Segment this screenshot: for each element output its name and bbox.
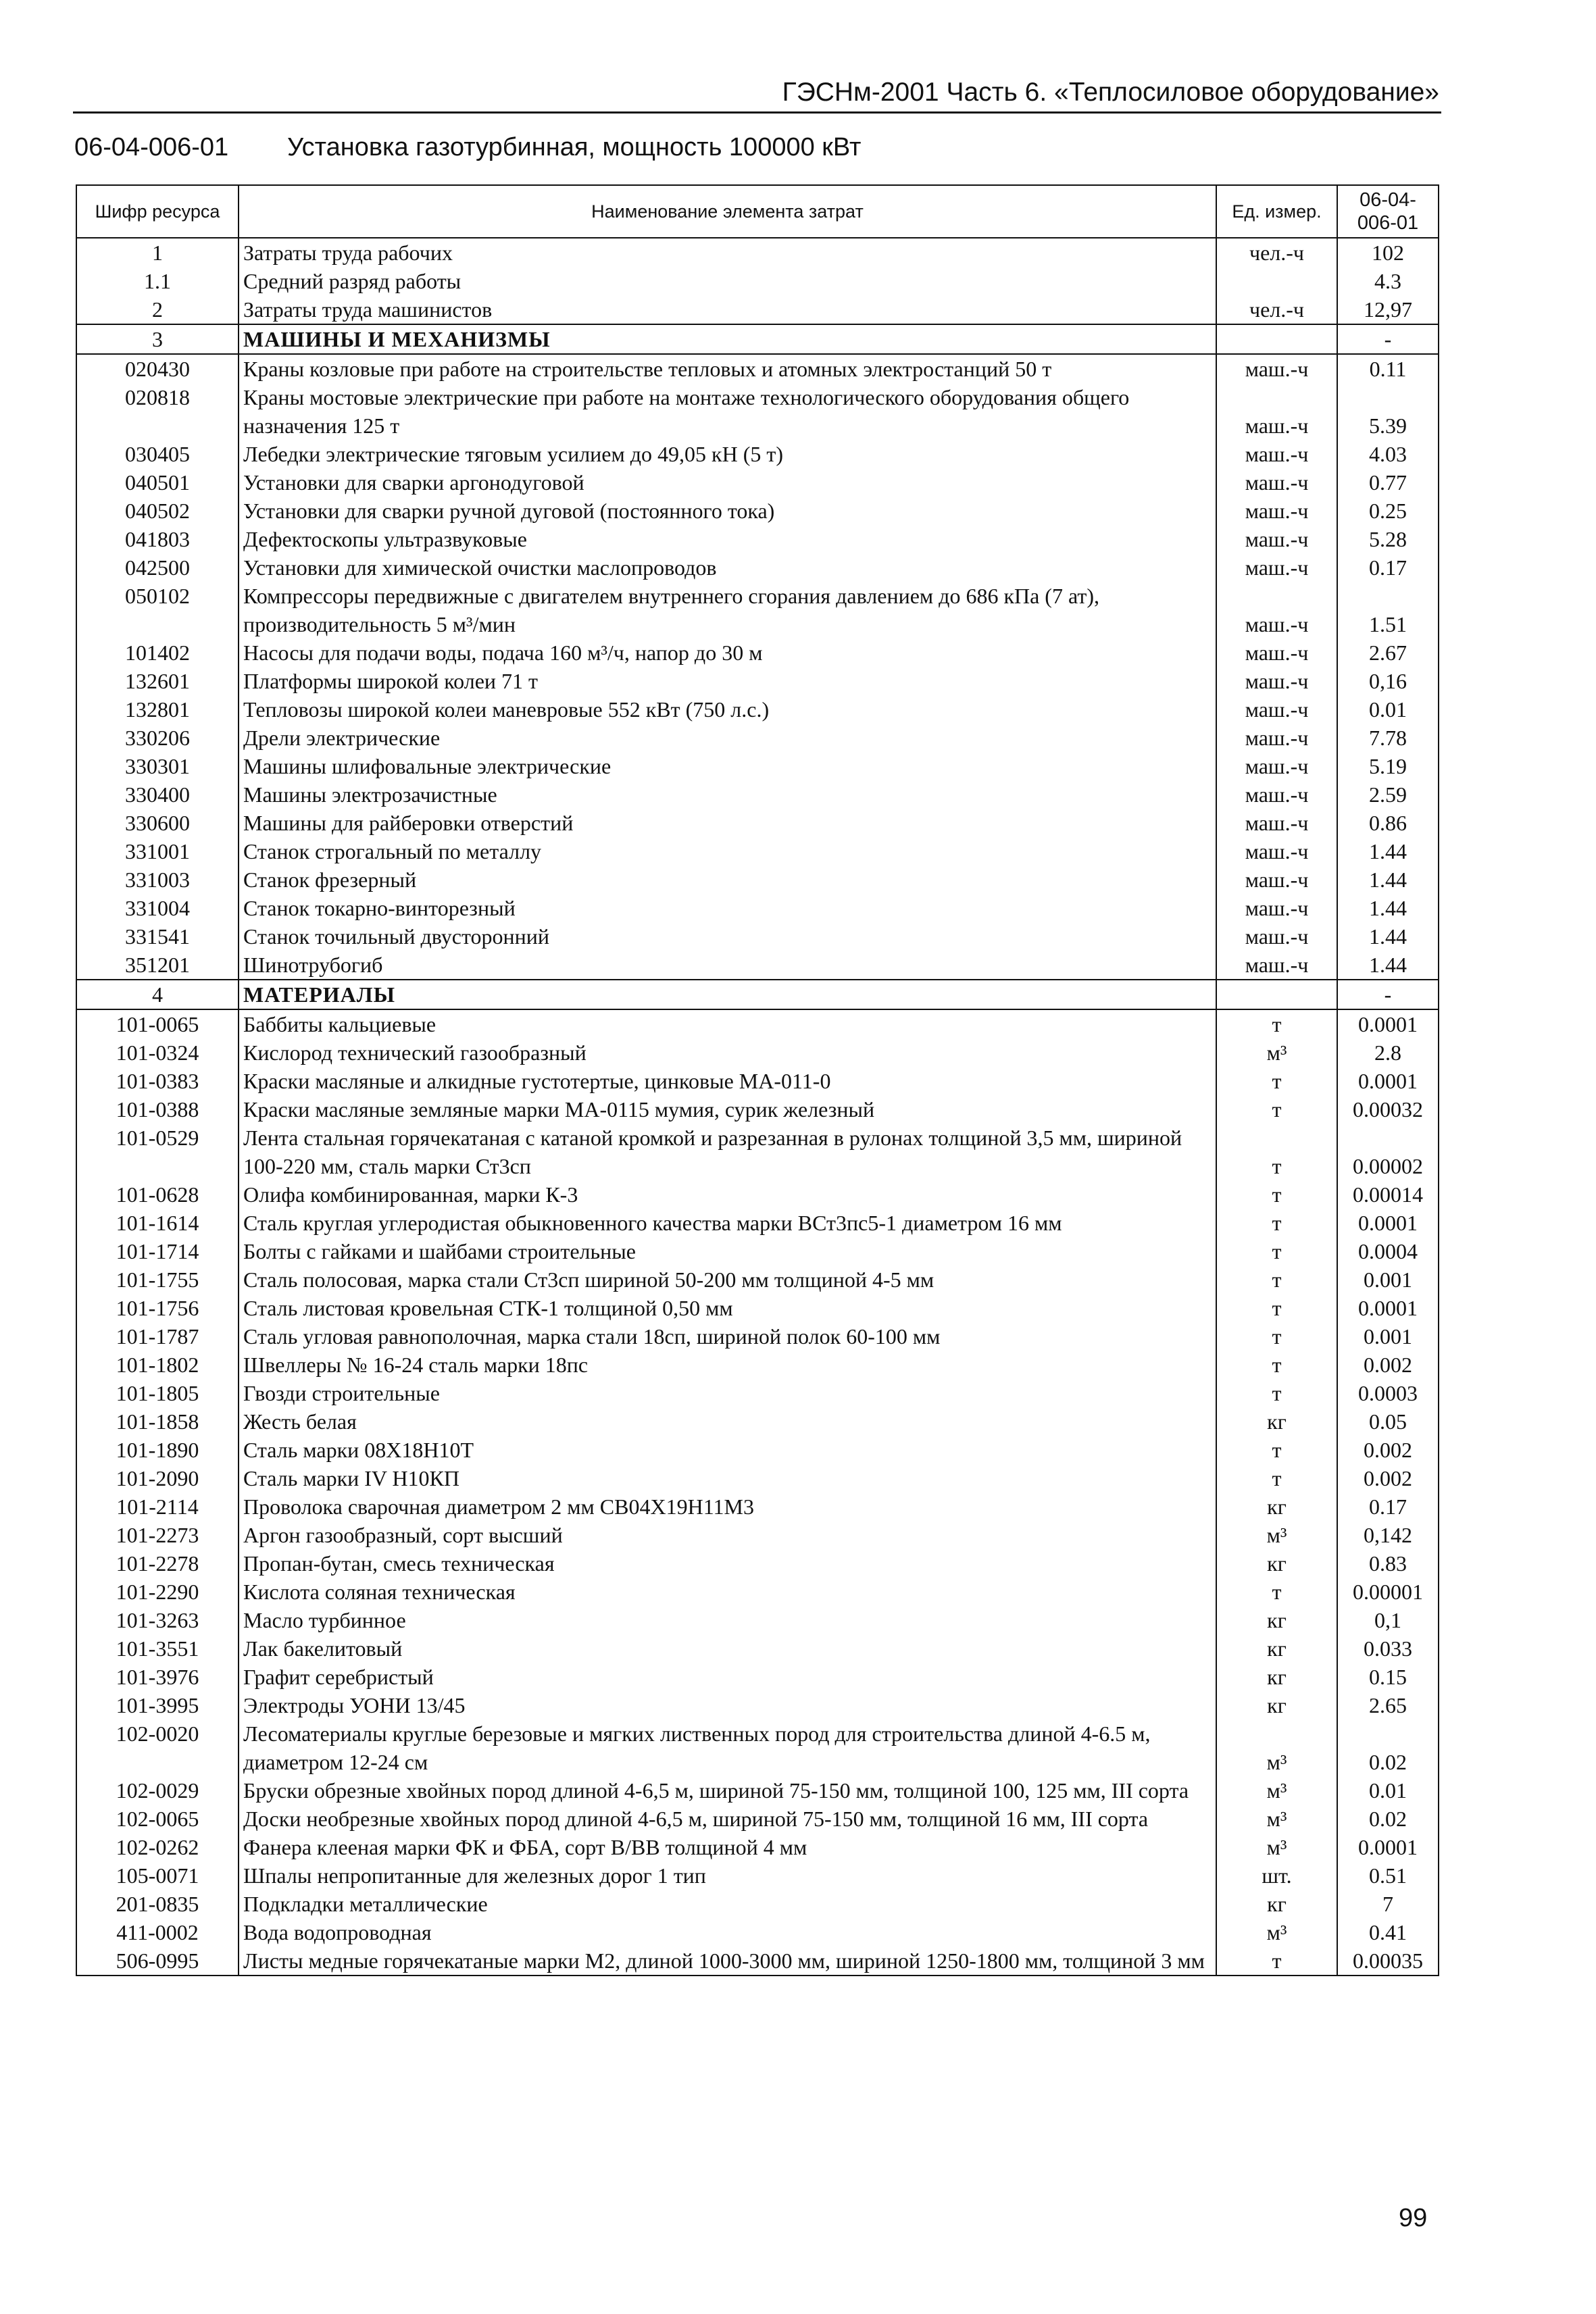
section-row [76, 980, 1439, 1009]
norm-value: 0.25 [1337, 497, 1439, 525]
resource-code: 330301 [76, 752, 239, 780]
table-row [76, 1634, 1439, 1663]
unit-of-measure: маш.-ч [1216, 922, 1337, 951]
norm-value: 0.00001 [1337, 1578, 1439, 1606]
unit-of-measure [1216, 324, 1337, 354]
element-name: Краны козловые при работе на строительстве тепловых и атомных электростанций 50 т [239, 354, 1216, 383]
table-row [76, 468, 1439, 497]
table-row [76, 865, 1439, 894]
element-name: Аргон газообразный, сорт высший [239, 1521, 1216, 1549]
resource-code: 101-3976 [76, 1663, 239, 1691]
table-body [76, 238, 1439, 1976]
norm-value: 0.00032 [1337, 1095, 1439, 1124]
norm-value: 0.00014 [1337, 1180, 1439, 1209]
running-header: ГЭСНм-2001 Часть 6. «Теплосиловое оборудование» [782, 78, 1439, 107]
table-row [76, 1095, 1439, 1124]
table-row [76, 1237, 1439, 1265]
table-row [76, 1805, 1439, 1833]
element-name: Машины шлифовальные электрические [239, 752, 1216, 780]
element-name: Доски необрезные хвойных пород длиной 4-6,5 м, шириной 75-150 мм, толщиной 16 мм, III сорта [239, 1805, 1216, 1833]
norm-value: 2.65 [1337, 1691, 1439, 1719]
table-row [76, 1776, 1439, 1805]
table-row [76, 1946, 1439, 1976]
resource-code: 506-0995 [76, 1946, 239, 1976]
unit-of-measure: т [1216, 1265, 1337, 1294]
norm-value: 0.51 [1337, 1861, 1439, 1890]
table-row [76, 1578, 1439, 1606]
element-name: Болты с гайками и шайбами строительные [239, 1237, 1216, 1265]
resource-code: 331001 [76, 837, 239, 865]
norm-value: 7.78 [1337, 724, 1439, 752]
element-name: Электроды УОНИ 13/45 [239, 1691, 1216, 1719]
table-row [76, 752, 1439, 780]
norm-value: 0.0004 [1337, 1237, 1439, 1265]
norm-value: 1.44 [1337, 837, 1439, 865]
unit-of-measure: маш.-ч [1216, 582, 1337, 638]
unit-of-measure: т [1216, 1124, 1337, 1180]
resource-code: 201-0835 [76, 1890, 239, 1918]
resource-code: 331004 [76, 894, 239, 922]
resource-code: 330206 [76, 724, 239, 752]
table-row [76, 383, 1439, 440]
table-row [76, 1351, 1439, 1379]
element-name: Вода водопроводная [239, 1918, 1216, 1946]
unit-of-measure: шт. [1216, 1861, 1337, 1890]
resource-code: 050102 [76, 582, 239, 638]
table-row [76, 638, 1439, 667]
table-row [76, 267, 1439, 295]
norm-value: 0.001 [1337, 1265, 1439, 1294]
element-name: Лак бакелитовый [239, 1634, 1216, 1663]
unit-of-measure: кг [1216, 1890, 1337, 1918]
document-code: 06-04-006-01 [74, 133, 229, 161]
unit-of-measure: т [1216, 1578, 1337, 1606]
resource-code: 040501 [76, 468, 239, 497]
norm-value: 0.02 [1337, 1805, 1439, 1833]
unit-of-measure: м³ [1216, 1719, 1337, 1776]
resource-code: 101-1858 [76, 1407, 239, 1436]
resource-code: 101402 [76, 638, 239, 667]
element-name: Шинотрубогиб [239, 951, 1216, 980]
resource-code: 040502 [76, 497, 239, 525]
resource-code: 101-0383 [76, 1067, 239, 1095]
table-row [76, 1209, 1439, 1237]
table-row [76, 553, 1439, 582]
norm-value: 0.01 [1337, 1776, 1439, 1805]
unit-of-measure: маш.-ч [1216, 724, 1337, 752]
unit-of-measure: т [1216, 1009, 1337, 1038]
norm-value: 2.67 [1337, 638, 1439, 667]
resource-code: 101-1614 [76, 1209, 239, 1237]
element-name: МАШИНЫ И МЕХАНИЗМЫ [239, 324, 1216, 354]
unit-of-measure: маш.-ч [1216, 497, 1337, 525]
unit-of-measure: маш.-ч [1216, 354, 1337, 383]
norm-value: 102 [1337, 238, 1439, 267]
unit-of-measure: маш.-ч [1216, 525, 1337, 553]
table-row [76, 1038, 1439, 1067]
header-name: Наименование элемента затрат [239, 185, 1216, 238]
element-name: Станок фрезерный [239, 865, 1216, 894]
unit-of-measure: чел.-ч [1216, 295, 1337, 324]
element-name: Средний разряд работы [239, 267, 1216, 295]
norm-value: 0.17 [1337, 1492, 1439, 1521]
unit-of-measure: т [1216, 1294, 1337, 1322]
norm-value: 1.44 [1337, 951, 1439, 980]
resource-code: 101-0388 [76, 1095, 239, 1124]
unit-of-measure: кг [1216, 1407, 1337, 1436]
unit-of-measure: т [1216, 1095, 1337, 1124]
section-row [76, 324, 1439, 354]
unit-of-measure: маш.-ч [1216, 667, 1337, 695]
table-row [76, 582, 1439, 638]
unit-of-measure: чел.-ч [1216, 238, 1337, 267]
norm-value: 12,97 [1337, 295, 1439, 324]
resource-code: 2 [76, 295, 239, 324]
norm-value: 0.83 [1337, 1549, 1439, 1578]
unit-of-measure: маш.-ч [1216, 440, 1337, 468]
unit-of-measure: маш.-ч [1216, 468, 1337, 497]
unit-of-measure: т [1216, 1379, 1337, 1407]
resource-code: 020430 [76, 354, 239, 383]
unit-of-measure: м³ [1216, 1776, 1337, 1805]
element-name: Станок точильный двусторонний [239, 922, 1216, 951]
resource-code: 3 [76, 324, 239, 354]
unit-of-measure: маш.-ч [1216, 809, 1337, 837]
element-name: Тепловозы широкой колеи маневровые 552 кВт (750 л.с.) [239, 695, 1216, 724]
element-name: Графит серебристый [239, 1663, 1216, 1691]
unit-of-measure: кг [1216, 1492, 1337, 1521]
resource-code: 101-0324 [76, 1038, 239, 1067]
resource-code: 105-0071 [76, 1861, 239, 1890]
resource-code: 042500 [76, 553, 239, 582]
resource-code: 101-3263 [76, 1606, 239, 1634]
resource-code: 102-0020 [76, 1719, 239, 1776]
norm-value: 2.59 [1337, 780, 1439, 809]
norm-value: 0.001 [1337, 1322, 1439, 1351]
table-row [76, 780, 1439, 809]
element-name: Сталь марки IV Н10КП [239, 1464, 1216, 1492]
element-name: Насосы для подачи воды, подача 160 м³/ч, напор до 30 м [239, 638, 1216, 667]
unit-of-measure [1216, 980, 1337, 1009]
table-row [76, 497, 1439, 525]
resource-code: 101-0529 [76, 1124, 239, 1180]
resource-code: 101-3995 [76, 1691, 239, 1719]
unit-of-measure: маш.-ч [1216, 837, 1337, 865]
header-value: 06-04-006-01 [1337, 185, 1439, 238]
unit-of-measure: кг [1216, 1606, 1337, 1634]
table-row [76, 1663, 1439, 1691]
unit-of-measure: м³ [1216, 1521, 1337, 1549]
table-row [76, 1549, 1439, 1578]
element-name: Установки для сварки аргонодуговой [239, 468, 1216, 497]
resource-code: 101-0065 [76, 1009, 239, 1038]
element-name: Лесоматериалы круглые березовые и мягких лиственных пород для строительства длиной 4-6.5 м, диаметром 12-24 см [239, 1719, 1216, 1776]
table-row [76, 1606, 1439, 1634]
table-row [76, 238, 1439, 267]
header-unit: Ед. измер. [1216, 185, 1337, 238]
resource-code: 101-1805 [76, 1379, 239, 1407]
table-row [76, 1521, 1439, 1549]
norm-value: 1.44 [1337, 894, 1439, 922]
unit-of-measure [1216, 267, 1337, 295]
norm-value: 1.51 [1337, 582, 1439, 638]
table-row [76, 1719, 1439, 1776]
element-name: Лебедки электрические тяговым усилием до 49,05 кН (5 т) [239, 440, 1216, 468]
resource-code: 102-0029 [76, 1776, 239, 1805]
resource-code: 330600 [76, 809, 239, 837]
table-header-row [76, 185, 1439, 238]
resource-code: 411-0002 [76, 1918, 239, 1946]
resource-code: 4 [76, 980, 239, 1009]
table-row [76, 1918, 1439, 1946]
norm-value: 0.002 [1337, 1351, 1439, 1379]
table-row [76, 1890, 1439, 1918]
table-row [76, 1861, 1439, 1890]
element-name: Листы медные горячекатаные марки М2, длиной 1000-3000 мм, шириной 1250-1800 мм, толщиной 3 мм [239, 1946, 1216, 1976]
resource-code: 101-0628 [76, 1180, 239, 1209]
unit-of-measure: м³ [1216, 1918, 1337, 1946]
norm-value: 1.44 [1337, 922, 1439, 951]
table-row [76, 724, 1439, 752]
table-row [76, 1067, 1439, 1095]
unit-of-measure: т [1216, 1067, 1337, 1095]
element-name: Пропан-бутан, смесь техническая [239, 1549, 1216, 1578]
table-row [76, 1833, 1439, 1861]
resource-code: 101-2290 [76, 1578, 239, 1606]
norm-value: 0,16 [1337, 667, 1439, 695]
page-number: 99 [1399, 2204, 1428, 2232]
unit-of-measure: т [1216, 1322, 1337, 1351]
norm-value: 0.002 [1337, 1436, 1439, 1464]
unit-of-measure: маш.-ч [1216, 695, 1337, 724]
table-row [76, 1407, 1439, 1436]
norm-value: 0.00035 [1337, 1946, 1439, 1976]
norm-value: 0.0003 [1337, 1379, 1439, 1407]
norm-value: 0.01 [1337, 695, 1439, 724]
element-name: Затраты труда машинистов [239, 295, 1216, 324]
element-name: Станок токарно-винторезный [239, 894, 1216, 922]
unit-of-measure: м³ [1216, 1805, 1337, 1833]
element-name: Фанера клееная марки ФК и ФБА, сорт В/ВВ толщиной 4 мм [239, 1833, 1216, 1861]
resource-table [76, 184, 1438, 1976]
unit-of-measure: м³ [1216, 1833, 1337, 1861]
element-name: Подкладки металлические [239, 1890, 1216, 1918]
resource-code: 102-0262 [76, 1833, 239, 1861]
table-row [76, 667, 1439, 695]
resource-code: 101-1890 [76, 1436, 239, 1464]
norm-value: 0.11 [1337, 354, 1439, 383]
table-row [76, 1691, 1439, 1719]
unit-of-measure: маш.-ч [1216, 553, 1337, 582]
unit-of-measure: т [1216, 1464, 1337, 1492]
element-name: Сталь листовая кровельная СТК-1 толщиной 0,50 мм [239, 1294, 1216, 1322]
unit-of-measure: кг [1216, 1549, 1337, 1578]
table-row [76, 525, 1439, 553]
table-row [76, 295, 1439, 324]
norm-value: 5.19 [1337, 752, 1439, 780]
unit-of-measure: т [1216, 1351, 1337, 1379]
table-row [76, 894, 1439, 922]
resource-code: 330400 [76, 780, 239, 809]
element-name: Машины для райберовки отверстий [239, 809, 1216, 837]
unit-of-measure: т [1216, 1237, 1337, 1265]
element-name: Затраты труда рабочих [239, 238, 1216, 267]
norm-value: 0,1 [1337, 1606, 1439, 1634]
table-row [76, 695, 1439, 724]
resource-code: 331541 [76, 922, 239, 951]
unit-of-measure: маш.-ч [1216, 638, 1337, 667]
unit-of-measure: маш.-ч [1216, 780, 1337, 809]
element-name: Краски масляные и алкидные густотертые, цинковые МА-011-0 [239, 1067, 1216, 1095]
element-name: Машины электрозачистные [239, 780, 1216, 809]
unit-of-measure: кг [1216, 1663, 1337, 1691]
header-rule [73, 111, 1441, 114]
unit-of-measure: маш.-ч [1216, 951, 1337, 980]
element-name: Бруски обрезные хвойных пород длиной 4-6,5 м, шириной 75-150 мм, толщиной 100, 125 мм, III сорта [239, 1776, 1216, 1805]
element-name: Платформы широкой колеи 71 т [239, 667, 1216, 695]
norm-value: 0.86 [1337, 809, 1439, 837]
norm-value: 0.41 [1337, 1918, 1439, 1946]
norm-value: - [1337, 324, 1439, 354]
resource-code: 101-1756 [76, 1294, 239, 1322]
element-name: Сталь полосовая, марка стали Ст3сп шириной 50-200 мм толщиной 4-5 мм [239, 1265, 1216, 1294]
resource-code: 101-1714 [76, 1237, 239, 1265]
element-name: Жесть белая [239, 1407, 1216, 1436]
element-name: Проволока сварочная диаметром 2 мм СВ04Х19Н11М3 [239, 1492, 1216, 1521]
table-row [76, 1322, 1439, 1351]
norm-value: 4.03 [1337, 440, 1439, 468]
resource-code: 101-2090 [76, 1464, 239, 1492]
table-row [76, 809, 1439, 837]
norm-value: 0.05 [1337, 1407, 1439, 1436]
norm-value: 0.15 [1337, 1663, 1439, 1691]
table-row [76, 1492, 1439, 1521]
element-name: Кислород технический газообразный [239, 1038, 1216, 1067]
resource-code: 041803 [76, 525, 239, 553]
resource-code: 101-1802 [76, 1351, 239, 1379]
table-row [76, 837, 1439, 865]
element-name: Установки для химической очистки маслопроводов [239, 553, 1216, 582]
element-name: Лента стальная горячекатаная с катаной кромкой и разрезанная в рулонах толщиной 3,5 мм, шириной 100-220 мм, сталь марки Ст3сп [239, 1124, 1216, 1180]
norm-value: 0,142 [1337, 1521, 1439, 1549]
norm-value: 1.44 [1337, 865, 1439, 894]
resource-code: 102-0065 [76, 1805, 239, 1833]
norm-value: 0.0001 [1337, 1209, 1439, 1237]
table-row [76, 922, 1439, 951]
resource-code: 020818 [76, 383, 239, 440]
element-name: Баббиты кальциевые [239, 1009, 1216, 1038]
element-name: Шпалы непропитанные для железных дорог 1 тип [239, 1861, 1216, 1890]
table-row [76, 440, 1439, 468]
unit-of-measure: кг [1216, 1634, 1337, 1663]
resource-code: 101-2278 [76, 1549, 239, 1578]
norm-value: 0.02 [1337, 1719, 1439, 1776]
unit-of-measure: маш.-ч [1216, 894, 1337, 922]
element-name: Компрессоры передвижные с двигателем внутреннего сгорания давлением до 686 кПа (7 ат), производительность 5 м³/мин [239, 582, 1216, 638]
element-name: Станок строгальный по металлу [239, 837, 1216, 865]
element-name: Гвозди строительные [239, 1379, 1216, 1407]
resource-code: 101-1755 [76, 1265, 239, 1294]
element-name: Краски масляные земляные марки МА-0115 мумия, сурик железный [239, 1095, 1216, 1124]
unit-of-measure: м³ [1216, 1038, 1337, 1067]
norm-value: 0.033 [1337, 1634, 1439, 1663]
document-title: Установка газотурбинная, мощность 100000 кВт [287, 133, 862, 161]
table-row [76, 1124, 1439, 1180]
norm-value: 4.3 [1337, 267, 1439, 295]
norm-value: 0.0001 [1337, 1833, 1439, 1861]
element-name: Сталь марки 08Х18Н10Т [239, 1436, 1216, 1464]
resource-code: 101-2273 [76, 1521, 239, 1549]
resource-code: 101-3551 [76, 1634, 239, 1663]
norm-value: 0.0001 [1337, 1009, 1439, 1038]
element-name: Сталь угловая равнополочная, марка стали 18сп, шириной полок 60-100 мм [239, 1322, 1216, 1351]
element-name: Кислота соляная техническая [239, 1578, 1216, 1606]
element-name: Сталь круглая углеродистая обыкновенного качества марки ВСт3пс5-1 диаметром 16 мм [239, 1209, 1216, 1237]
norm-value: 0.00002 [1337, 1124, 1439, 1180]
resource-code: 351201 [76, 951, 239, 980]
norm-value: 0.77 [1337, 468, 1439, 497]
table-row [76, 1180, 1439, 1209]
table-row [76, 1265, 1439, 1294]
unit-of-measure: маш.-ч [1216, 383, 1337, 440]
norm-value: 0.17 [1337, 553, 1439, 582]
element-name: Швеллеры № 16-24 сталь марки 18пс [239, 1351, 1216, 1379]
element-name: Масло турбинное [239, 1606, 1216, 1634]
element-name: Дрели электрические [239, 724, 1216, 752]
resource-code: 101-2114 [76, 1492, 239, 1521]
table-row [76, 1009, 1439, 1038]
table-row [76, 354, 1439, 383]
element-name: МАТЕРИАЛЫ [239, 980, 1216, 1009]
table-row [76, 1379, 1439, 1407]
unit-of-measure: т [1216, 1209, 1337, 1237]
element-name: Дефектоскопы ультразвуковые [239, 525, 1216, 553]
resource-code: 1 [76, 238, 239, 267]
norm-value: 2.8 [1337, 1038, 1439, 1067]
norm-value: 5.39 [1337, 383, 1439, 440]
element-name: Установки для сварки ручной дуговой (постоянного тока) [239, 497, 1216, 525]
resource-code: 030405 [76, 440, 239, 468]
table-row [76, 1436, 1439, 1464]
norm-value: 7 [1337, 1890, 1439, 1918]
resource-code: 132601 [76, 667, 239, 695]
unit-of-measure: маш.-ч [1216, 752, 1337, 780]
resource-code: 1.1 [76, 267, 239, 295]
unit-of-measure: т [1216, 1436, 1337, 1464]
resource-code: 132801 [76, 695, 239, 724]
element-name: Краны мостовые электрические при работе на монтаже технологического оборудования общего назначения 125 т [239, 383, 1216, 440]
unit-of-measure: т [1216, 1946, 1337, 1976]
norm-value: - [1337, 980, 1439, 1009]
norm-value: 0.0001 [1337, 1294, 1439, 1322]
table-row [76, 1294, 1439, 1322]
header-code: Шифр ресурса [76, 185, 239, 238]
norm-value: 0.0001 [1337, 1067, 1439, 1095]
unit-of-measure: маш.-ч [1216, 865, 1337, 894]
norm-value: 0.002 [1337, 1464, 1439, 1492]
table-row [76, 951, 1439, 980]
norm-value: 5.28 [1337, 525, 1439, 553]
table-row [76, 1464, 1439, 1492]
unit-of-measure: кг [1216, 1691, 1337, 1719]
resource-code: 101-1787 [76, 1322, 239, 1351]
unit-of-measure: т [1216, 1180, 1337, 1209]
resource-code: 331003 [76, 865, 239, 894]
element-name: Олифа комбинированная, марки К-3 [239, 1180, 1216, 1209]
